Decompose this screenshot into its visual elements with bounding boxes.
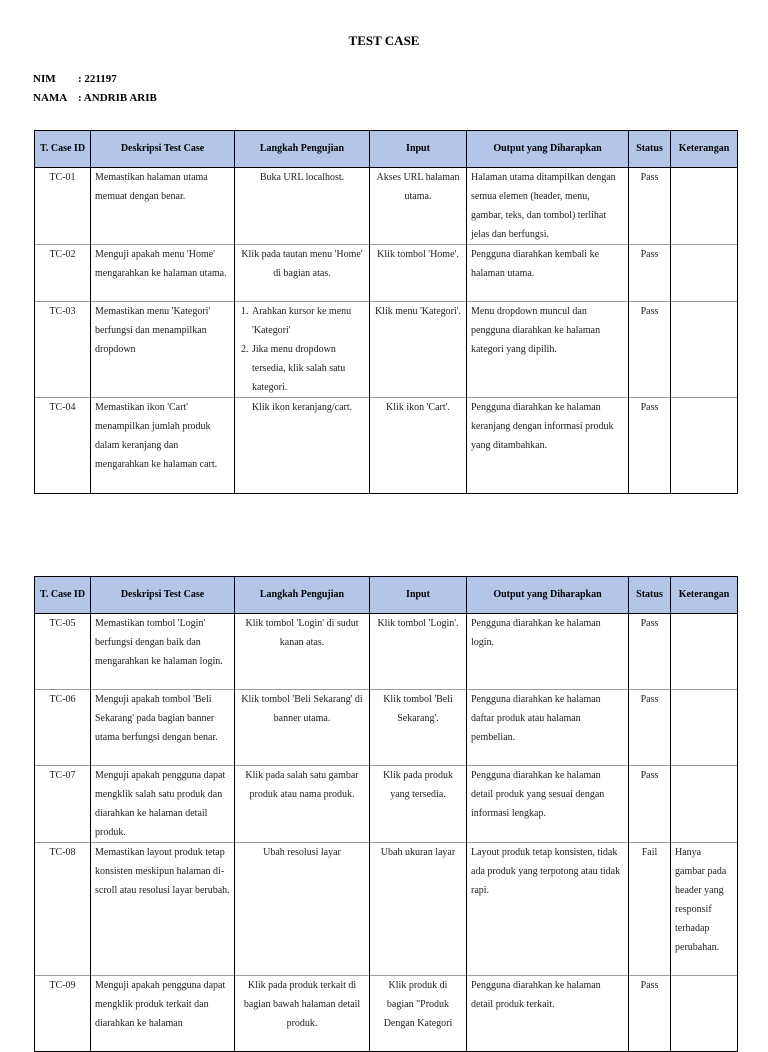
case-steps: Klik pada salah satu gambar produk atau nama produk. [235, 766, 370, 843]
case-status: Pass [629, 976, 671, 1052]
case-note [671, 398, 738, 494]
step-item: 1. Arahkan kursor ke menu 'Kategori' [251, 302, 365, 340]
table-header-row [35, 577, 738, 614]
case-note [671, 245, 738, 302]
case-description: Menguji apakah pengguna dapat mengklik salah satu produk dan diarahkan ke halaman detail produk. [91, 766, 235, 843]
header-case-id: T. Case ID [35, 131, 91, 168]
case-note [671, 614, 738, 690]
table-row [35, 245, 738, 302]
case-note [671, 976, 738, 1052]
case-description: Menguji apakah tombol 'Beli Sekarang' pada bagian banner utama berfungsi dengan benar. [91, 690, 235, 766]
table-row [35, 398, 738, 494]
nama-line [33, 92, 157, 104]
header-note: Keterangan [671, 577, 738, 614]
header-status: Status [629, 577, 671, 614]
header-status: Status [629, 131, 671, 168]
nim-label: NIM [33, 73, 56, 85]
header-description: Deskripsi Test Case [91, 131, 235, 168]
case-status: Pass [629, 398, 671, 494]
table-row [35, 976, 738, 1052]
test-case-table-2 [34, 576, 738, 1052]
case-steps: Ubah resolusi layar [235, 843, 370, 976]
nim-line [33, 73, 117, 85]
case-status: Pass [629, 614, 671, 690]
nama-value: : ANDRIB ARIB [78, 92, 157, 104]
header-input: Input [370, 577, 467, 614]
case-steps: Buka URL localhost. [235, 168, 370, 245]
table-row [35, 302, 738, 398]
case-steps: Klik pada tautan menu 'Home' di bagian atas. [235, 245, 370, 302]
nama-label: NAMA [33, 92, 68, 104]
table-row [35, 168, 738, 245]
table-header-row [35, 131, 738, 168]
case-input: Klik ikon 'Cart'. [370, 398, 467, 494]
case-expected-output: Menu dropdown muncul dan pengguna diarahkan ke halaman kategori yang dipilih. [467, 302, 629, 398]
case-steps: Klik pada produk terkait di bagian bawah halaman detail produk. [235, 976, 370, 1052]
case-status: Pass [629, 245, 671, 302]
case-note: Hanya gambar pada header yang responsif terhadap perubahan. [671, 843, 738, 976]
header-case-id: T. Case ID [35, 577, 91, 614]
header-expected-output: Output yang Diharapkan [467, 131, 629, 168]
header-description: Deskripsi Test Case [91, 577, 235, 614]
case-id: TC-04 [35, 398, 91, 494]
case-steps [235, 302, 370, 398]
case-steps: Klik tombol 'Login' di sudut kanan atas. [235, 614, 370, 690]
case-description: Menguji apakah menu 'Home' mengarahkan ke halaman utama. [91, 245, 235, 302]
case-expected-output: Halaman utama ditampilkan dengan semua elemen (header, menu, gambar, teks, dan tombol) terlihat jelas dan berfungsi. [467, 168, 629, 245]
case-id: TC-03 [35, 302, 91, 398]
case-id: TC-01 [35, 168, 91, 245]
case-expected-output: Layout produk tetap konsisten, tidak ada produk yang terpotong atau tidak rapi. [467, 843, 629, 976]
header-input: Input [370, 131, 467, 168]
case-note [671, 690, 738, 766]
case-description: Memastikan ikon 'Cart' menampilkan jumlah produk dalam keranjang dan mengarahkan ke halaman cart. [91, 398, 235, 494]
case-status: Fail [629, 843, 671, 976]
case-description: Memastikan menu 'Kategori' berfungsi dan menampilkan dropdown [91, 302, 235, 398]
case-note [671, 766, 738, 843]
case-steps: Klik ikon keranjang/cart. [235, 398, 370, 494]
case-note [671, 168, 738, 245]
case-input: Ubah ukuran layar [370, 843, 467, 976]
test-case-table-1 [34, 130, 738, 494]
header-steps: Langkah Pengujian [235, 131, 370, 168]
case-note [671, 302, 738, 398]
case-id: TC-05 [35, 614, 91, 690]
case-status: Pass [629, 766, 671, 843]
table-row [35, 843, 738, 976]
case-input: Akses URL halaman utama. [370, 168, 467, 245]
case-expected-output: Pengguna diarahkan ke halaman detail produk yang sesuai dengan informasi lengkap. [467, 766, 629, 843]
case-status: Pass [629, 690, 671, 766]
nim-value: : 221197 [78, 73, 117, 85]
case-description: Memastikan layout produk tetap konsisten meskipun halaman di-scroll atau resolusi layar berubah. [91, 843, 235, 976]
case-status: Pass [629, 168, 671, 245]
case-input: Klik tombol 'Login'. [370, 614, 467, 690]
table-row [35, 766, 738, 843]
case-description: Memastikan halaman utama memuat dengan benar. [91, 168, 235, 245]
header-expected-output: Output yang Diharapkan [467, 577, 629, 614]
case-input: Klik pada produk yang tersedia. [370, 766, 467, 843]
case-status: Pass [629, 302, 671, 398]
document-title: TEST CASE [348, 33, 420, 48]
case-id: TC-06 [35, 690, 91, 766]
table-row [35, 614, 738, 690]
case-expected-output: Pengguna diarahkan kembali ke halaman utama. [467, 245, 629, 302]
case-description: Menguji apakah pengguna dapat mengklik produk terkait dan diarahkan ke halaman [91, 976, 235, 1052]
case-id: TC-09 [35, 976, 91, 1052]
steps-list [239, 302, 365, 397]
case-expected-output: Pengguna diarahkan ke halaman daftar produk atau halaman pembelian. [467, 690, 629, 766]
case-description: Memastikan tombol 'Login' berfungsi dengan baik dan mengarahkan ke halaman login. [91, 614, 235, 690]
case-expected-output: Pengguna diarahkan ke halaman keranjang dengan informasi produk yang ditambahkan. [467, 398, 629, 494]
case-id: TC-08 [35, 843, 91, 976]
case-expected-output: Pengguna diarahkan ke halaman detail produk terkait. [467, 976, 629, 1052]
step-item: 2. Jika menu dropdown tersedia, klik salah satu kategori. [251, 340, 365, 397]
case-input: Klik tombol 'Home'. [370, 245, 467, 302]
case-id: TC-07 [35, 766, 91, 843]
header-steps: Langkah Pengujian [235, 577, 370, 614]
case-steps: Klik tombol 'Beli Sekarang' di banner utama. [235, 690, 370, 766]
case-input: Klik tombol 'Beli Sekarang'. [370, 690, 467, 766]
case-id: TC-02 [35, 245, 91, 302]
table-row [35, 690, 738, 766]
case-input: Klik produk di bagian "Produk Dengan Kategori [370, 976, 467, 1052]
header-note: Keterangan [671, 131, 738, 168]
case-input: Klik menu 'Kategori'. [370, 302, 467, 398]
case-expected-output: Pengguna diarahkan ke halaman login. [467, 614, 629, 690]
